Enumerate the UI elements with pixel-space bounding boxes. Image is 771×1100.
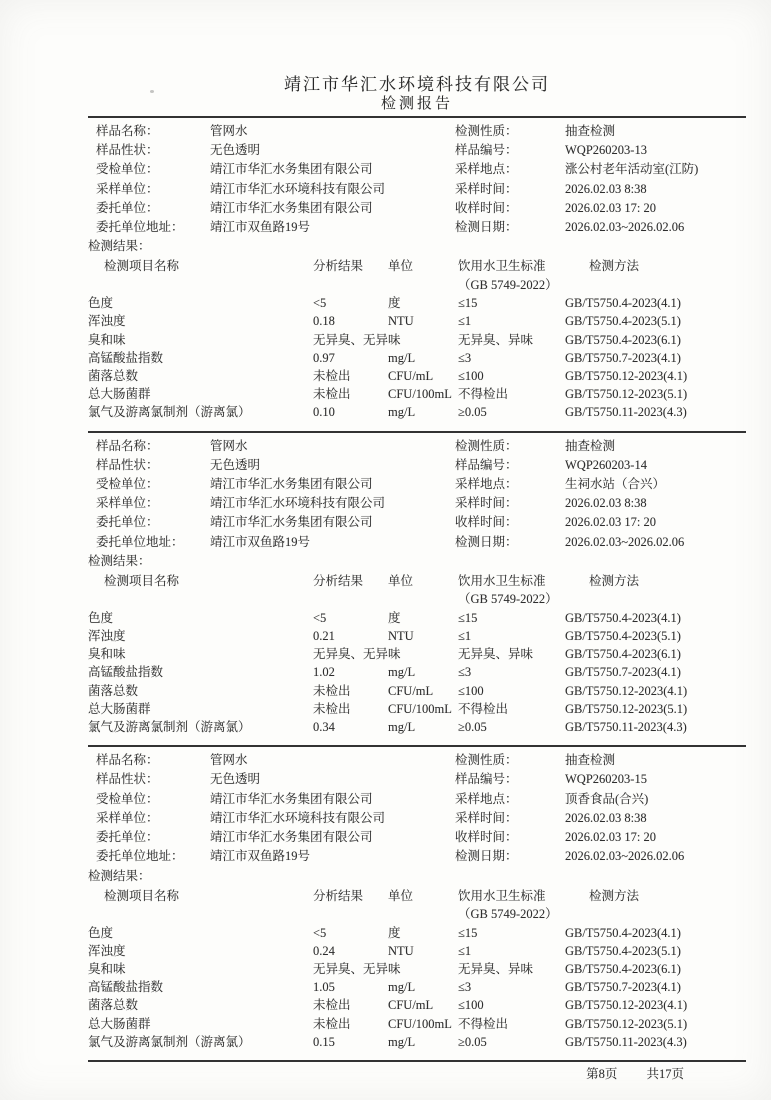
info-label: 检测性质：	[455, 753, 518, 768]
cell-result: 0.21	[313, 629, 335, 644]
col-header-standard-line2: （GB 5749-2022）	[458, 907, 558, 921]
sample-info	[88, 437, 746, 552]
cell-result: 0.15	[313, 1034, 335, 1049]
col-header-standard-line2: （GB 5749-2022）	[458, 277, 558, 292]
info-value: 2026.02.03~2026.02.06	[565, 849, 685, 864]
result-row	[88, 1015, 746, 1033]
col-header-standard-line2: （GB 5749-2022）	[458, 592, 558, 607]
cell-method: GB/T5750.4-2023(4.1)	[565, 610, 681, 625]
cell-standard: ≥0.05	[458, 720, 487, 735]
result-row	[88, 403, 746, 421]
cell-item: 菌落总数	[88, 683, 139, 698]
report-content	[88, 74, 746, 1083]
cell-standard: 不得检出	[458, 701, 509, 716]
info-value: 靖江市双鱼路19号	[210, 220, 311, 235]
info-value: 2026.02.03 17: 20	[565, 515, 656, 530]
info-label: 委托单位：	[96, 830, 159, 845]
info-value: 靖江市华汇水务集团有限公司	[210, 791, 373, 806]
cell-method: GB/T5750.4-2023(6.1)	[565, 332, 681, 347]
info-label: 检测日期：	[455, 220, 518, 235]
cell-standard: ≤100	[458, 369, 484, 384]
cell-result: <5	[313, 296, 327, 311]
cell-item: 总大肠菌群	[88, 701, 151, 716]
cell-result: 0.10	[313, 405, 335, 420]
cell-unit	[388, 331, 458, 349]
info-row	[88, 494, 746, 513]
info-value: 管网水	[210, 438, 248, 453]
cell-method: GB/T5750.4-2023(5.1)	[565, 314, 681, 329]
info-label: 采样单位：	[96, 810, 159, 825]
info-value: 靖江市双鱼路19号	[210, 849, 311, 864]
cell-standard: ≤15	[458, 610, 478, 625]
cell-standard: ≤3	[458, 350, 472, 365]
cell-method: GB/T5750.7-2023(4.1)	[565, 350, 681, 365]
info-value: 2026.02.03 8:38	[565, 181, 647, 196]
info-value: 抽查检测	[565, 438, 616, 453]
info-row	[88, 513, 746, 532]
info-label: 收样时间：	[455, 200, 518, 215]
result-row	[88, 978, 746, 996]
cell-standard: 无异臭、异味	[458, 332, 534, 347]
info-value: WQP260203-15	[565, 772, 647, 787]
cell-result: 未检出	[313, 369, 351, 384]
cell-unit: CFU/100mL	[388, 701, 452, 716]
info-label: 收样时间：	[455, 830, 518, 845]
cell-standard: ≤1	[458, 314, 472, 329]
cell-unit	[388, 960, 458, 978]
result-row	[88, 924, 746, 942]
cell-unit: mg/L	[388, 405, 416, 420]
info-row	[88, 809, 746, 828]
cell-unit: CFU/100mL	[388, 1016, 452, 1031]
info-label: 受检单位：	[96, 791, 159, 806]
info-value: 顶香食品(合兴)	[565, 791, 649, 806]
info-value: 管网水	[210, 124, 248, 138]
cell-standard: ≤3	[458, 980, 472, 995]
cell-unit: NTU	[388, 314, 414, 329]
cell-result: 0.97	[313, 350, 335, 365]
cell-method: GB/T5750.7-2023(4.1)	[565, 980, 681, 995]
cell-method: GB/T5750.11-2023(4.3)	[565, 1034, 687, 1049]
info-value: WQP260203-13	[565, 143, 647, 158]
info-value: 靖江市华汇水务集团有限公司	[210, 200, 373, 215]
cell-item: 浑浊度	[88, 314, 126, 329]
cell-method: GB/T5750.7-2023(4.1)	[565, 665, 681, 680]
col-header-item: 检测项目名称	[104, 888, 180, 903]
cell-result: 无异臭、无异味	[313, 647, 401, 662]
info-value: 2026.02.03~2026.02.06	[565, 534, 685, 549]
info-label: 样品编号：	[455, 143, 518, 158]
col-header-item: 检测项目名称	[104, 259, 180, 274]
section-divider	[88, 1060, 746, 1062]
info-value: 无色透明	[210, 143, 261, 158]
info-value: 靖江市华汇水环境科技有限公司	[210, 496, 386, 511]
cell-method: GB/T5750.4-2023(5.1)	[565, 629, 681, 644]
cell-unit: mg/L	[388, 980, 416, 995]
info-label: 采样地点：	[455, 477, 518, 492]
cell-method: GB/T5750.12-2023(5.1)	[565, 387, 688, 402]
info-row	[88, 475, 746, 494]
col-header-method: 检测方法	[589, 259, 640, 274]
cell-unit: CFU/mL	[388, 683, 434, 698]
info-label: 采样单位：	[96, 496, 159, 511]
cell-unit: CFU/100mL	[388, 387, 452, 402]
result-row	[88, 663, 746, 681]
info-label: 样品名称：	[96, 124, 159, 138]
info-value: 2026.02.03 8:38	[565, 810, 647, 825]
cell-unit: mg/L	[388, 665, 416, 680]
info-label: 委托单位地址：	[96, 849, 184, 864]
sample-section-1	[88, 118, 746, 433]
sample-section-3	[88, 747, 746, 1062]
cell-result: 未检出	[313, 387, 351, 402]
cell-method: GB/T5750.4-2023(5.1)	[565, 943, 681, 958]
results-table-header	[88, 887, 746, 924]
cell-method: GB/T5750.4-2023(4.1)	[565, 296, 681, 311]
info-row	[88, 847, 746, 866]
cell-result: 1.05	[313, 980, 335, 995]
info-label: 采样时间：	[455, 810, 518, 825]
cell-standard: ≥0.05	[458, 405, 487, 420]
info-label: 样品性状：	[96, 143, 159, 158]
sample-info	[88, 122, 746, 237]
info-label: 样品编号：	[455, 772, 518, 787]
cell-result: <5	[313, 925, 327, 940]
result-row	[88, 627, 746, 645]
result-row	[88, 1033, 746, 1051]
info-label: 收样时间：	[455, 515, 518, 530]
cell-method: GB/T5750.12-2023(5.1)	[565, 701, 688, 716]
info-row	[88, 533, 746, 552]
results-table-header	[88, 572, 746, 609]
results-table-header	[88, 257, 746, 294]
cell-unit: 度	[388, 296, 401, 311]
results-label: 检测结果：	[88, 553, 151, 568]
info-label: 检测性质：	[455, 124, 518, 138]
info-value: 2026.02.03 17: 20	[565, 830, 656, 845]
cell-standard: ≤15	[458, 296, 478, 311]
cell-result: <5	[313, 610, 327, 625]
sections-container	[88, 118, 746, 1062]
result-row	[88, 718, 746, 736]
info-value: 2026.02.03 8:38	[565, 496, 647, 511]
cell-result: 未检出	[313, 701, 351, 716]
info-label: 检测性质：	[455, 438, 518, 453]
info-label: 采样单位：	[96, 181, 159, 196]
cell-item: 臭和味	[88, 961, 126, 976]
info-row	[88, 828, 746, 847]
info-label: 采样时间：	[455, 496, 518, 511]
col-header-item: 检测项目名称	[104, 573, 180, 588]
cell-method: GB/T5750.11-2023(4.3)	[565, 720, 687, 735]
col-header-standard-line1: 饮用水卫生标准	[458, 573, 546, 588]
info-value: 无色透明	[210, 457, 261, 472]
cell-unit: CFU/mL	[388, 998, 434, 1013]
cell-method: GB/T5750.12-2023(4.1)	[565, 369, 688, 384]
result-row	[88, 960, 746, 978]
cell-standard: 无异臭、异味	[458, 647, 534, 662]
cell-item: 菌落总数	[88, 369, 139, 384]
info-value: 抽查检测	[565, 753, 616, 768]
cell-standard: ≤100	[458, 998, 484, 1013]
info-label: 样品性状：	[96, 772, 159, 787]
col-header-standard	[458, 887, 565, 924]
info-row	[88, 122, 746, 141]
col-header-result: 分析结果	[313, 259, 364, 274]
info-label: 检测日期：	[455, 534, 518, 549]
info-value: 靖江市华汇水务集团有限公司	[210, 162, 373, 177]
cell-result: 0.34	[313, 720, 335, 735]
sample-info	[88, 751, 746, 866]
cell-standard: 不得检出	[458, 1016, 509, 1031]
cell-unit: 度	[388, 610, 401, 625]
cell-method: GB/T5750.4-2023(6.1)	[565, 647, 681, 662]
info-row	[88, 790, 746, 809]
col-header-method: 检测方法	[589, 888, 640, 903]
info-row	[88, 199, 746, 218]
cell-method: GB/T5750.4-2023(4.1)	[565, 925, 681, 940]
info-value: WQP260203-14	[565, 457, 647, 472]
info-label: 样品名称：	[96, 438, 159, 453]
cell-unit: mg/L	[388, 350, 416, 365]
cell-item: 菌落总数	[88, 998, 139, 1013]
info-label: 样品性状：	[96, 457, 159, 472]
info-row	[88, 456, 746, 475]
info-value: 生祠水站（合兴）	[565, 477, 666, 492]
info-label: 委托单位地址：	[96, 534, 184, 549]
cell-result: 0.18	[313, 314, 335, 329]
cell-result: 无异臭、无异味	[313, 332, 401, 347]
info-value: 管网水	[210, 753, 248, 768]
cell-result: 未检出	[313, 683, 351, 698]
cell-item: 臭和味	[88, 647, 126, 662]
cell-result: 未检出	[313, 998, 351, 1013]
result-row	[88, 700, 746, 718]
info-row	[88, 751, 746, 770]
sample-section-2	[88, 433, 746, 748]
cell-unit: NTU	[388, 943, 414, 958]
report-title: 检测报告	[380, 96, 453, 112]
cell-item: 总大肠菌群	[88, 387, 151, 402]
info-label: 委托单位：	[96, 200, 159, 215]
results-label: 检测结果：	[88, 868, 151, 883]
cell-item: 氯气及游离氯制剂（游离氯）	[88, 720, 251, 735]
cell-result: 0.24	[313, 943, 335, 958]
cell-unit: 度	[388, 925, 401, 940]
col-header-method: 检测方法	[589, 573, 640, 588]
cell-standard: ≤100	[458, 683, 484, 698]
result-row	[88, 645, 746, 663]
col-header-unit: 单位	[388, 259, 414, 274]
result-row	[88, 349, 746, 367]
cell-unit	[388, 645, 458, 663]
col-header-standard	[458, 572, 565, 609]
info-label: 采样时间：	[455, 181, 518, 196]
info-label: 委托单位地址：	[96, 220, 184, 235]
cell-unit: CFU/mL	[388, 369, 434, 384]
cell-item: 高锰酸盐指数	[88, 665, 164, 680]
result-row	[88, 385, 746, 403]
cell-item: 氯气及游离氯制剂（游离氯）	[88, 405, 251, 420]
info-label: 受检单位：	[96, 162, 159, 177]
info-value: 靖江市华汇水务集团有限公司	[210, 830, 373, 845]
cell-standard: ≤15	[458, 925, 478, 940]
page-footer	[88, 1065, 746, 1083]
result-row	[88, 331, 746, 349]
info-row	[88, 141, 746, 160]
info-value: 靖江市华汇水环境科技有限公司	[210, 181, 386, 196]
cell-method: GB/T5750.11-2023(4.3)	[565, 405, 687, 420]
info-row	[88, 437, 746, 456]
result-row	[88, 367, 746, 385]
info-value: 靖江市华汇水务集团有限公司	[210, 515, 373, 530]
info-value: 涨公村老年活动室(江防)	[565, 162, 699, 177]
col-header-unit: 单位	[388, 573, 414, 588]
info-label: 检测日期：	[455, 849, 518, 864]
results-label: 检测结果：	[88, 239, 151, 254]
cell-item: 浑浊度	[88, 629, 126, 644]
info-row	[88, 160, 746, 179]
info-value: 靖江市双鱼路19号	[210, 534, 311, 549]
cell-result: 1.02	[313, 665, 335, 680]
cell-item: 高锰酸盐指数	[88, 350, 164, 365]
info-value: 无色透明	[210, 772, 261, 787]
info-value: 抽查检测	[565, 124, 616, 138]
info-label: 委托单位：	[96, 515, 159, 530]
cell-result: 无异臭、无异味	[313, 961, 401, 976]
info-value: 2026.02.03 17: 20	[565, 200, 656, 215]
cell-item: 色度	[88, 296, 114, 311]
info-label: 采样地点：	[455, 162, 518, 177]
cell-item: 浑浊度	[88, 943, 126, 958]
cell-item: 氯气及游离氯制剂（游离氯）	[88, 1034, 251, 1049]
cell-result: 未检出	[313, 1016, 351, 1031]
result-row	[88, 609, 746, 627]
cell-item: 高锰酸盐指数	[88, 980, 164, 995]
cell-item: 色度	[88, 610, 114, 625]
col-header-standard-line1: 饮用水卫生标准	[458, 259, 546, 274]
col-header-result: 分析结果	[313, 573, 364, 588]
cell-method: GB/T5750.12-2023(5.1)	[565, 1016, 688, 1031]
cell-standard: ≤1	[458, 629, 472, 644]
info-label: 受检单位：	[96, 477, 159, 492]
info-value: 靖江市华汇水环境科技有限公司	[210, 810, 386, 825]
result-row	[88, 682, 746, 700]
cell-standard: ≤1	[458, 943, 472, 958]
info-label: 样品编号：	[455, 457, 518, 472]
cell-unit: NTU	[388, 629, 414, 644]
cell-standard: 无异臭、异味	[458, 961, 534, 976]
cell-standard: 不得检出	[458, 387, 509, 402]
info-row	[88, 218, 746, 237]
col-header-standard	[458, 257, 565, 294]
info-label: 采样地点：	[455, 791, 518, 806]
company-name: 靖江市华汇水环境科技有限公司	[284, 75, 550, 94]
result-row	[88, 312, 746, 330]
info-label: 样品名称：	[96, 753, 159, 768]
result-row	[88, 294, 746, 312]
col-header-standard-line1: 饮用水卫生标准	[458, 888, 546, 903]
page-total: 共17页	[646, 1066, 684, 1081]
result-row	[88, 996, 746, 1014]
info-value: 靖江市华汇水务集团有限公司	[210, 477, 373, 492]
cell-method: GB/T5750.12-2023(4.1)	[565, 683, 688, 698]
cell-unit: mg/L	[388, 1034, 416, 1049]
cell-standard: ≥0.05	[458, 1034, 487, 1049]
title-block	[88, 74, 746, 114]
info-value: 2026.02.03~2026.02.06	[565, 220, 685, 235]
info-row	[88, 770, 746, 789]
cell-standard: ≤3	[458, 665, 472, 680]
cell-method: GB/T5750.4-2023(6.1)	[565, 961, 681, 976]
col-header-result: 分析结果	[313, 888, 364, 903]
cell-unit: mg/L	[388, 720, 416, 735]
result-row	[88, 942, 746, 960]
info-row	[88, 180, 746, 199]
cell-item: 总大肠菌群	[88, 1016, 151, 1031]
cell-method: GB/T5750.12-2023(4.1)	[565, 998, 688, 1013]
cell-item: 臭和味	[88, 332, 126, 347]
page-number: 第8页	[586, 1066, 618, 1081]
col-header-unit: 单位	[388, 888, 414, 903]
cell-item: 色度	[88, 925, 114, 940]
